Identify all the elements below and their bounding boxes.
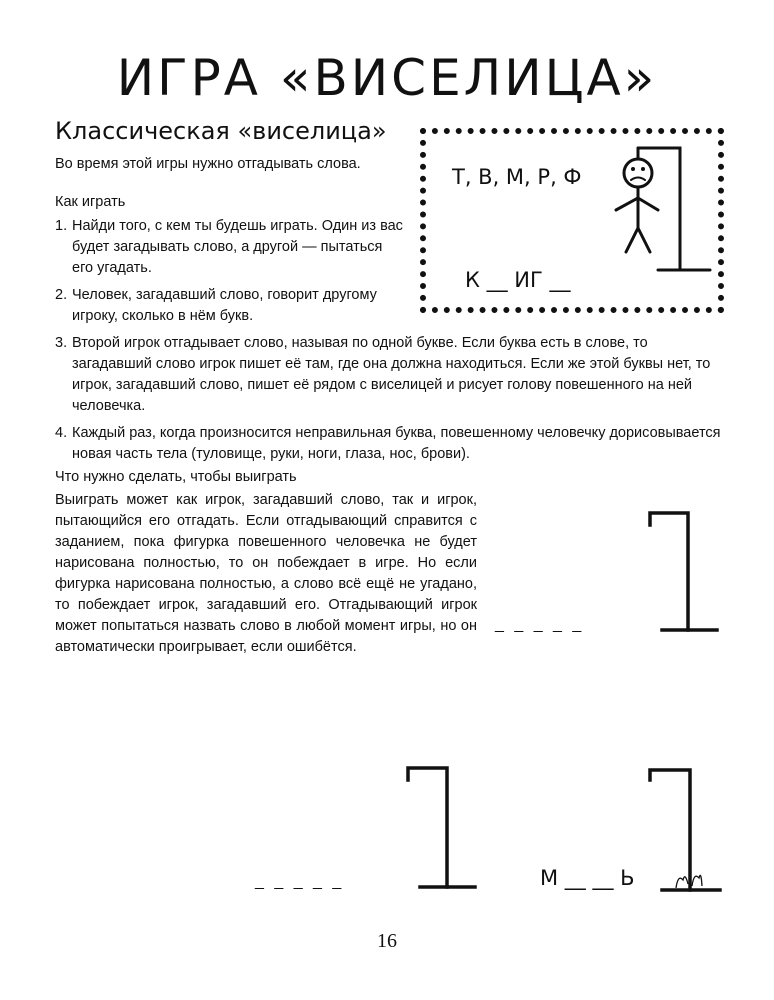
intro-text: Во время этой игры нужно отгадывать слова.	[55, 156, 361, 172]
step-text: Второй игрок отгадывает слово, называя по одной букве. Если буква есть в слове, то загадавший слово игрок пишет её там, где она должна находиться. Если же этой буквы нет, то игрок, загадавший слово, пишет её рядом с виселицей и рисует голову повешенного на ней человечка.	[72, 335, 711, 414]
step-number: 4.	[55, 425, 68, 441]
step-text: Каждый раз, когда произносится неправильная буква, повешенному человечку дорисовывается новая часть тела (туловище, руки, ноги, глаза, нос, брови).	[72, 425, 721, 462]
figure-eye	[641, 167, 645, 171]
figure-eye	[631, 167, 635, 171]
step-number: 3.	[55, 335, 68, 351]
gallows-drawing	[400, 762, 490, 892]
win-text: Выиграть может как игрок, загадавший слово, так и игрок, пытающийся его отгадать. Если отгадывающий справится с заданием, пока фигурка повешенного человечка не будет нарисована полностью, то он побеждает в игре. Но если фигурка нарисована полностью, а слово всё ещё не угадано, то побеждает игрок, загадавший его. Отгадывающий игрок может попытаться назвать слово в любой момент игры, но он автоматически проигрывает, если ошибётся.	[55, 492, 477, 655]
step-item	[55, 333, 725, 417]
word-blanks: _ _ _ _ _	[495, 616, 585, 633]
step-number: 1.	[55, 218, 68, 234]
section-subtitle: Классическая «виселица»	[55, 117, 387, 145]
guessed-letters: Т, В, М, Р, Ф	[452, 165, 582, 189]
step-number: 2.	[55, 287, 68, 303]
gallows-frame	[650, 770, 690, 890]
figure-mouth	[631, 178, 645, 181]
word-blanks: _ _ _ _ _	[255, 873, 345, 890]
figure-head	[624, 159, 652, 187]
win-heading: Что нужно сделать, чтобы выиграть	[55, 469, 297, 485]
how-to-play-heading: Как играть	[55, 194, 126, 210]
gallows-frame	[650, 513, 688, 630]
page-title: ИГРА «ВИСЕЛИЦА»	[116, 49, 658, 107]
gallows-frame	[408, 768, 447, 887]
page-number: 16	[377, 930, 397, 952]
gallows-drawing	[640, 505, 730, 635]
figure-legs	[626, 228, 650, 252]
step-item	[55, 423, 725, 465]
word-partial: М __ __ Ь	[540, 866, 635, 890]
example-gallows-drawing	[600, 140, 720, 280]
gallows-drawing	[640, 762, 730, 897]
step-text: Найди того, с кем ты будешь играть. Один из вас будет загадывать слово, а другой — пытаться его угадать.	[72, 218, 403, 276]
step-text: Человек, загадавший слово, говорит другому игроку, сколько в нём букв.	[72, 287, 377, 324]
example-word: К __ ИГ __	[465, 268, 571, 292]
